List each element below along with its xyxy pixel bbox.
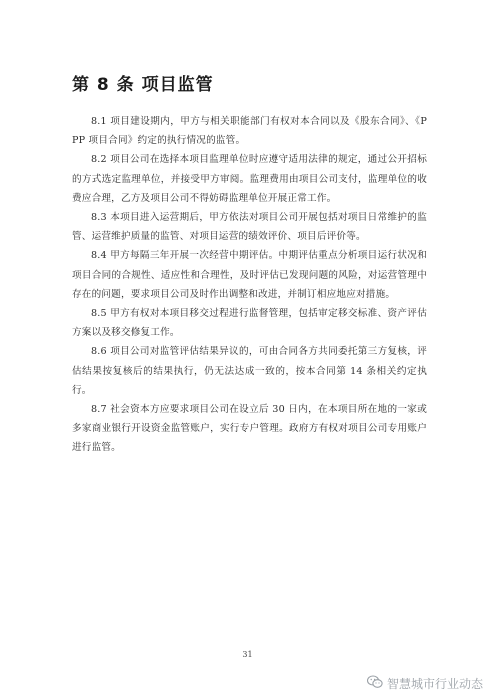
section-heading: 第 8 条 项目监管 [72,75,214,95]
clause-8-7: 8.7 社会资本方应要求项目公司在设立后 30 日内，在本项目所在地的一家或多家商业银行开设资金监管账户，实行专户管理。政府方有权对项目公司专用账户进行监管。 [72,404,427,454]
clause-8-3: 8.3 本项目进入运营期后，甲方依法对项目公司开展包括对项目日常维护的监管、运营维护质量的监管、对项目运营的绩效评价、项目后评价等。 [72,212,427,243]
clause-8-5: 8.5 甲方有权对本项目移交过程进行监督管理，包括审定移交标准、资产评估方案以及移交修复工作。 [72,308,427,339]
section-body [72,112,427,458]
page-number: 31 [242,650,253,659]
watermark-text: 智慧城市行业动态 [386,677,483,691]
clause-8-4: 8.4 甲方每隔三年开展一次经营中期评估。中期评估重点分析项目运行状况和项目合同的合规性、适应性和合理性，及时评估已发现问题的风险，对运营管理中存在的问题，要求项目公司及时作出调整和改进，并制订相应地应对措施。 [72,250,427,300]
clause-8-2: 8.2 项目公司在选择本项目监理单位时应遵守适用法律的规定，通过公开招标的方式选定监理单位，并接受甲方审阅。监理费用由项目公司支付，监理单位的收费应合理，乙方及项目公司不得妨碍监理单位开展正常工作。 [72,154,427,204]
clause-8-6: 8.6 项目公司对监管评估结果异议的，可由合同各方共同委托第三方复核，评估结果按复核后的结果执行，仍无法达成一致的，按本合同第 14 条相关约定执行。 [72,346,427,396]
clause-8-1: 8.1 项目建设期内，甲方与相关职能部门有权对本合同以及《股东合同》、《PPP 项目合同》约定的执行情况的监管。 [72,116,427,147]
wechat-icon [367,675,387,692]
watermark [367,675,483,692]
